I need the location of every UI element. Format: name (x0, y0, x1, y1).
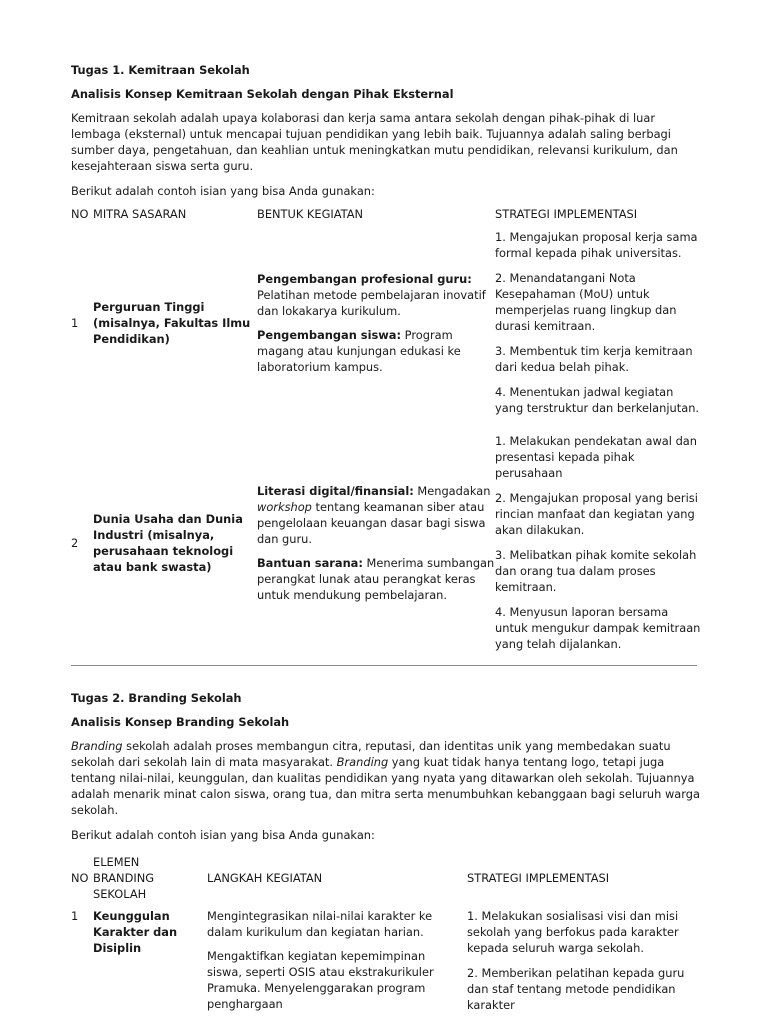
kegiatan-text: Menerima sumbangan perangkat lunak atau perangkat keras untuk mendukung pembelajaran. (257, 555, 495, 602)
row-mitra (93, 420, 257, 656)
kegiatan-italic: workshop (257, 499, 312, 514)
kegiatan-item (257, 555, 495, 603)
row-strategi (467, 908, 701, 1013)
intro-text: yang kuat tidak hanya tentang logo, tetapi juga tentang nilai-nilai, keunggulan, dan kualitas pendidikan yang nyata yang ditawarkan oleh sekolah. Tujuannya adalah menarik minat calon siswa, orang tua, dan mitra serta menumbuhkan kebanggaan bagi seluruh warga sekolah. (71, 755, 700, 817)
task2-section (71, 690, 701, 1013)
task2-intro (71, 738, 701, 818)
kegiatan-label: Bantuan sarana: (257, 555, 363, 570)
task1-example-line: Berikut adalah contoh isian yang bisa Anda gunakan: (71, 184, 375, 198)
header-strategi: STRATEGI IMPLEMENTASI (467, 871, 610, 885)
section-divider (71, 665, 697, 666)
kegiatan-label: Pengembangan siswa: (257, 327, 402, 342)
task1-intro: Kemitraan sekolah adalah upaya kolaborasi dan kerja sama antara sekolah dengan pihak-pihak di luar lembaga (eksternal) untuk mencapai tujuan pendidikan yang lebih baik. Tujuannya adalah saling berbagi sumber daya, pengetahuan, dan keahlian untuk meningkatkan mutu pendidikan, relevansi kurikulum, dan kesejahteraan siswa serta guru. (71, 111, 678, 173)
table-header-row (71, 199, 701, 229)
header-elemen: ELEMEN BRANDING SEKOLAH (93, 855, 155, 901)
header-strategi: STRATEGI IMPLEMENTASI (495, 207, 638, 221)
intro-text: sekolah adalah proses membangun citra, reputasi, dan identitas unik yang membedakan suatu sekolah dari sekolah lain di mata masyarakat. (71, 739, 671, 769)
strategy-step: 2. Mengajukan proposal yang berisi rincian manfaat dan kegiatan yang akan dilakukan. (495, 491, 698, 537)
strategy-step: 3. Membentuk tim kerja kemitraan dari kedua belah pihak. (495, 344, 693, 374)
task1-subtitle: Analisis Konsep Kemitraan Sekolah dengan Pihak Eksternal (71, 87, 454, 101)
langkah-item: Mengaktifkan kegiatan kepemimpinan siswa, seperti OSIS atau ekstrakurikuler Pramuka. Menyelenggarakan program penghargaan (207, 949, 434, 1011)
row-mitra (93, 229, 257, 420)
task1-title: Tugas 1. Kemitraan Sekolah (71, 63, 250, 77)
kegiatan-text: Mengadakan (413, 483, 491, 498)
row-no: 1 (71, 909, 79, 923)
strategy-step: 1. Melakukan sosialisasi visi dan misi sekolah yang berfokus pada karakter kepada seluruh warga sekolah. (467, 909, 679, 955)
strategy-step: 2. Memberikan pelatihan kepada guru dan staf tentang metode pendidikan karakter (467, 966, 685, 1012)
row-no: 1 (71, 315, 79, 330)
header-mitra: MITRA SASARAN (93, 207, 187, 221)
elemen-text: Keunggulan Karakter dan Disiplin (93, 909, 178, 955)
table-row (71, 420, 701, 656)
kegiatan-item (257, 327, 495, 375)
task2-example-line: Berikut adalah contoh isian yang bisa Anda gunakan: (71, 828, 375, 842)
strategy-step: 1. Melakukan pendekatan awal dan presentasi kepada pihak perusahaan (495, 434, 697, 480)
langkah-item: Mengintegrasikan nilai-nilai karakter ke dalam kurikulum dan kegiatan harian. (207, 909, 433, 939)
kegiatan-item (257, 483, 495, 547)
partnership-table (71, 199, 701, 656)
branding-table (71, 854, 701, 1013)
header-bentuk: BENTUK KEGIATAN (257, 207, 364, 221)
row-kegiatan (257, 420, 495, 656)
strategy-step: 1. Mengajukan proposal kerja sama formal kepada pihak universitas. (495, 230, 698, 260)
kegiatan-label: Pengembangan profesional guru: (257, 271, 472, 286)
strategy-step: 4. Menentukan jadwal kegiatan yang terstruktur dan berkelanjutan. (495, 385, 700, 415)
row-kegiatan (257, 229, 495, 420)
row-no: 2 (71, 535, 79, 550)
header-langkah: LANGKAH KEGIATAN (207, 871, 323, 885)
kegiatan-item (257, 271, 495, 319)
table-header-row (71, 854, 701, 908)
intro-italic: Branding (71, 739, 123, 753)
strategy-step: 3. Melibatkan pihak komite sekolah dan orang tua dalam proses kemitraan. (495, 548, 697, 594)
row-langkah (207, 908, 467, 1013)
strategy-step: 4. Menyusun laporan bersama untuk mengukur dampak kemitraan yang telah dijalankan. (495, 605, 701, 651)
kegiatan-text: Program magang atau kunjungan edukasi ke laboratorium kampus. (257, 327, 461, 374)
row-strategi (495, 229, 701, 420)
row-elemen (93, 908, 207, 1013)
row-strategi (495, 420, 701, 656)
task2-title: Tugas 2. Branding Sekolah (71, 691, 242, 705)
header-no: NO (71, 207, 89, 221)
table-row (71, 908, 701, 1013)
intro-italic: Branding (336, 755, 389, 769)
kegiatan-text: Pelatihan metode pembelajaran inovatif dan lokakarya kurikulum. (257, 287, 486, 318)
mitra-text: Perguruan Tinggi (misalnya, Fakultas Ilmu Pendidikan) (93, 299, 251, 346)
mitra-text: Dunia Usaha dan Dunia Industri (misalnya, perusahaan teknologi atau bank swasta) (93, 511, 243, 574)
kegiatan-text: tentang keamanan siber atau pengelolaan keuangan dasar bagi siswa dan guru. (257, 499, 486, 546)
strategy-step: 2. Menandatangani Nota Kesepahaman (MoU) untuk memperjelas ruang lingkup dan durasi kemitraan. (495, 271, 677, 333)
kegiatan-label: Literasi digital/finansial: (257, 483, 414, 498)
table-row (71, 229, 701, 420)
task2-subtitle: Analisis Konsep Branding Sekolah (71, 715, 290, 729)
header-no: NO (71, 871, 89, 885)
task1-section (71, 62, 701, 656)
